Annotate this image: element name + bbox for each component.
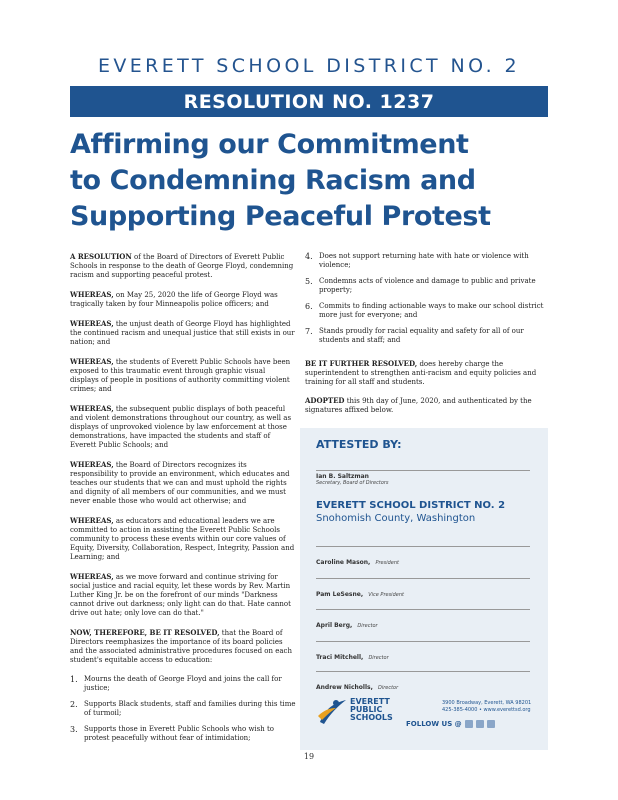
logo-text [350, 698, 393, 722]
paragraph [70, 252, 296, 280]
paragraph [70, 516, 296, 562]
list-item [305, 327, 548, 345]
title-line: Supporting Peaceful Protest [70, 201, 491, 232]
email-icon[interactable] [487, 720, 495, 728]
left-column [70, 252, 296, 750]
signature-director [316, 674, 530, 693]
page-number: 19 [303, 752, 315, 761]
district-block [316, 500, 505, 524]
list-item [70, 675, 296, 693]
list-text: Supports Black students, staff and families during this time of turmoil; [84, 700, 296, 717]
paragraph-lead: ADOPTED [305, 396, 345, 405]
follow-us [406, 720, 495, 728]
list-item [305, 302, 548, 320]
signature-line [316, 470, 530, 471]
district-header: EVERETT SCHOOL DISTRICT NO. 2 [97, 55, 521, 77]
signer-name: Traci Mitchell, [316, 654, 364, 661]
paragraph [70, 572, 296, 618]
list-number: 1. [70, 675, 78, 684]
follow-label: FOLLOW US @ [406, 720, 462, 728]
signer-role: Vice President [368, 592, 404, 598]
signature-secretary [316, 473, 530, 486]
signer-name: April Berg, [316, 622, 353, 629]
list-number: 3. [70, 725, 78, 734]
signer-name: Caroline Mason, [316, 559, 371, 566]
paragraph-text: on May 25, 2020 the life of George Floyd was tragically taken by four Minneapolis police officers; and [70, 291, 278, 308]
paragraph-text: this 9th day of June, 2020, and authenticated by the signatures affixed below. [305, 397, 532, 414]
district-name: EVERETT SCHOOL DISTRICT NO. 2 [316, 500, 506, 511]
paragraph-lead: WHEREAS, [70, 404, 114, 413]
signer-role: Secretary, Board of Directors [316, 480, 389, 486]
phone-website: 425-385-4000 • www.everettsd.org [442, 707, 531, 713]
paragraph [70, 404, 296, 450]
signature-vice-president [316, 581, 530, 600]
signer-role: Director [357, 623, 378, 629]
logo-mark-icon [316, 696, 348, 728]
paragraph [70, 628, 296, 665]
paragraph [70, 319, 296, 347]
logo-line: PUBLIC [350, 705, 383, 714]
paragraph-lead: BE IT FURTHER RESOLVED, [305, 359, 418, 368]
signature-line [316, 641, 530, 642]
list-number: 5. [305, 277, 313, 286]
logo-line: SCHOOLS [350, 713, 393, 722]
resolution-banner [70, 86, 548, 117]
paragraph-lead: WHEREAS, [70, 516, 114, 525]
paragraph [305, 396, 548, 415]
paragraph [305, 359, 548, 387]
list-text: Supports those in Everett Public Schools who wish to protest peacefully without fear of intimidation; [84, 725, 275, 742]
paragraph-lead: A RESOLUTION [70, 252, 132, 261]
page-title [70, 127, 548, 235]
contact-info [442, 700, 542, 714]
paragraph-lead: WHEREAS, [70, 357, 114, 366]
signature-president [316, 549, 530, 568]
signature-line [316, 671, 530, 672]
list-item [305, 252, 548, 270]
signer-role: President [375, 560, 399, 566]
list-text: Mourns the death of George Floyd and joins the call for justice; [84, 675, 282, 692]
facebook-icon[interactable] [465, 720, 473, 728]
paragraph-text: the students of Everett Public Schools have been exposed to this traumatic event through graphic visual displays of people in positions of authority committing violent crimes; and [70, 358, 291, 393]
list-text: Commits to finding actionable ways to make our school district more just for everyone; and [319, 302, 544, 319]
paragraph-lead: WHEREAS, [70, 290, 114, 299]
right-column [305, 252, 548, 424]
paragraph-text: as we move forward and continue striving for social justice and racial equity, let these words by Rev. Martin Luther King Jr. be on the forefront of our minds "Darkness cannot drive out darkness; only light can do that. Hate cannot drive out hate; only love can do that." [70, 573, 291, 617]
list-text: Stands proudly for racial equality and safety for all of our students and staff; and [319, 327, 524, 344]
paragraph-lead: NOW, THEREFORE, BE IT RESOLVED, [70, 628, 220, 637]
list-text: Condemns acts of violence and damage to public and private property; [319, 277, 536, 294]
paragraph-text: the unjust death of George Floyd has highlighted the continued racism and unequal justice that still exists in our nation; and [70, 320, 295, 346]
paragraph [70, 460, 296, 506]
district-county: Snohomish County, Washington [316, 513, 476, 524]
signature-line [316, 609, 530, 610]
signature-line [316, 578, 530, 579]
list-number: 4. [305, 252, 313, 261]
paragraph-lead: WHEREAS, [70, 460, 114, 469]
list-item [70, 700, 296, 718]
list-number: 2. [70, 700, 78, 709]
paragraph-lead: WHEREAS, [70, 572, 114, 581]
twitter-icon[interactable] [476, 720, 484, 728]
signer-role: Director [377, 685, 399, 691]
signer-name: Andrew Nicholls, [316, 684, 373, 691]
list-number: 6. [305, 302, 313, 311]
paragraph [70, 357, 296, 394]
paragraph-text: as educators and educational leaders we are committed to action in assisting the Everett Public Schools community to process these events within our core values of Equity, Diversity, Collaboration, Respect, Integrity, Passion and Learning; and [70, 517, 295, 561]
paragraph-text: of the Board of Directors of Everett Public Schools in response to the death of George Floyd, condemning racism and supporting peaceful protest. [70, 253, 294, 279]
signature-director [316, 644, 530, 663]
address: 3900 Broadway, Everett, WA 98201 [442, 700, 532, 706]
title-line: Affirming our Commitment [70, 129, 469, 160]
attestation-panel [300, 428, 548, 750]
attest-title: ATTESTED BY: [316, 438, 402, 451]
signer-role: Director [368, 655, 389, 661]
paragraph [70, 290, 296, 309]
list-number: 7. [305, 327, 313, 336]
list-text: Does not support returning hate with hate or violence with violence; [319, 252, 529, 269]
signer-name: Ian B. Saltzman [316, 473, 369, 480]
logo-line: EVERETT [350, 697, 390, 706]
list-item [305, 277, 548, 295]
resolution-number: RESOLUTION NO. 1237 [183, 90, 435, 113]
list-item [70, 725, 296, 743]
signature-director [316, 612, 530, 631]
paragraph-text: that the Board of Directors reemphasizes the importance of its board policies and the associated administrative procedures focused on each student's equitable access to education: [70, 629, 292, 664]
paragraph-text: does hereby charge the superintendent to strengthen anti-racism and equity policies and training for all staff and students. [305, 360, 537, 386]
district-logo [316, 694, 426, 742]
paragraph-text: the subsequent public displays of both peaceful and violent demonstrations throughout our country, as well as displays of unprovoked violence by law enforcement at those demonstrations, have impacted the students and staff of Everett Public Schools; and [70, 405, 292, 449]
signature-line [316, 546, 530, 547]
signer-name: Pam LeSesne, [316, 591, 364, 598]
title-line: to Condemning Racism and [70, 165, 476, 196]
paragraph-lead: WHEREAS, [70, 319, 114, 328]
paragraph-text: the Board of Directors recognizes its responsibility to provide an environment, which educates and teaches our students that we can and must uphold the rights and dignity of all members of our communities, and we must never enable those who would act otherwise; and [70, 461, 290, 505]
